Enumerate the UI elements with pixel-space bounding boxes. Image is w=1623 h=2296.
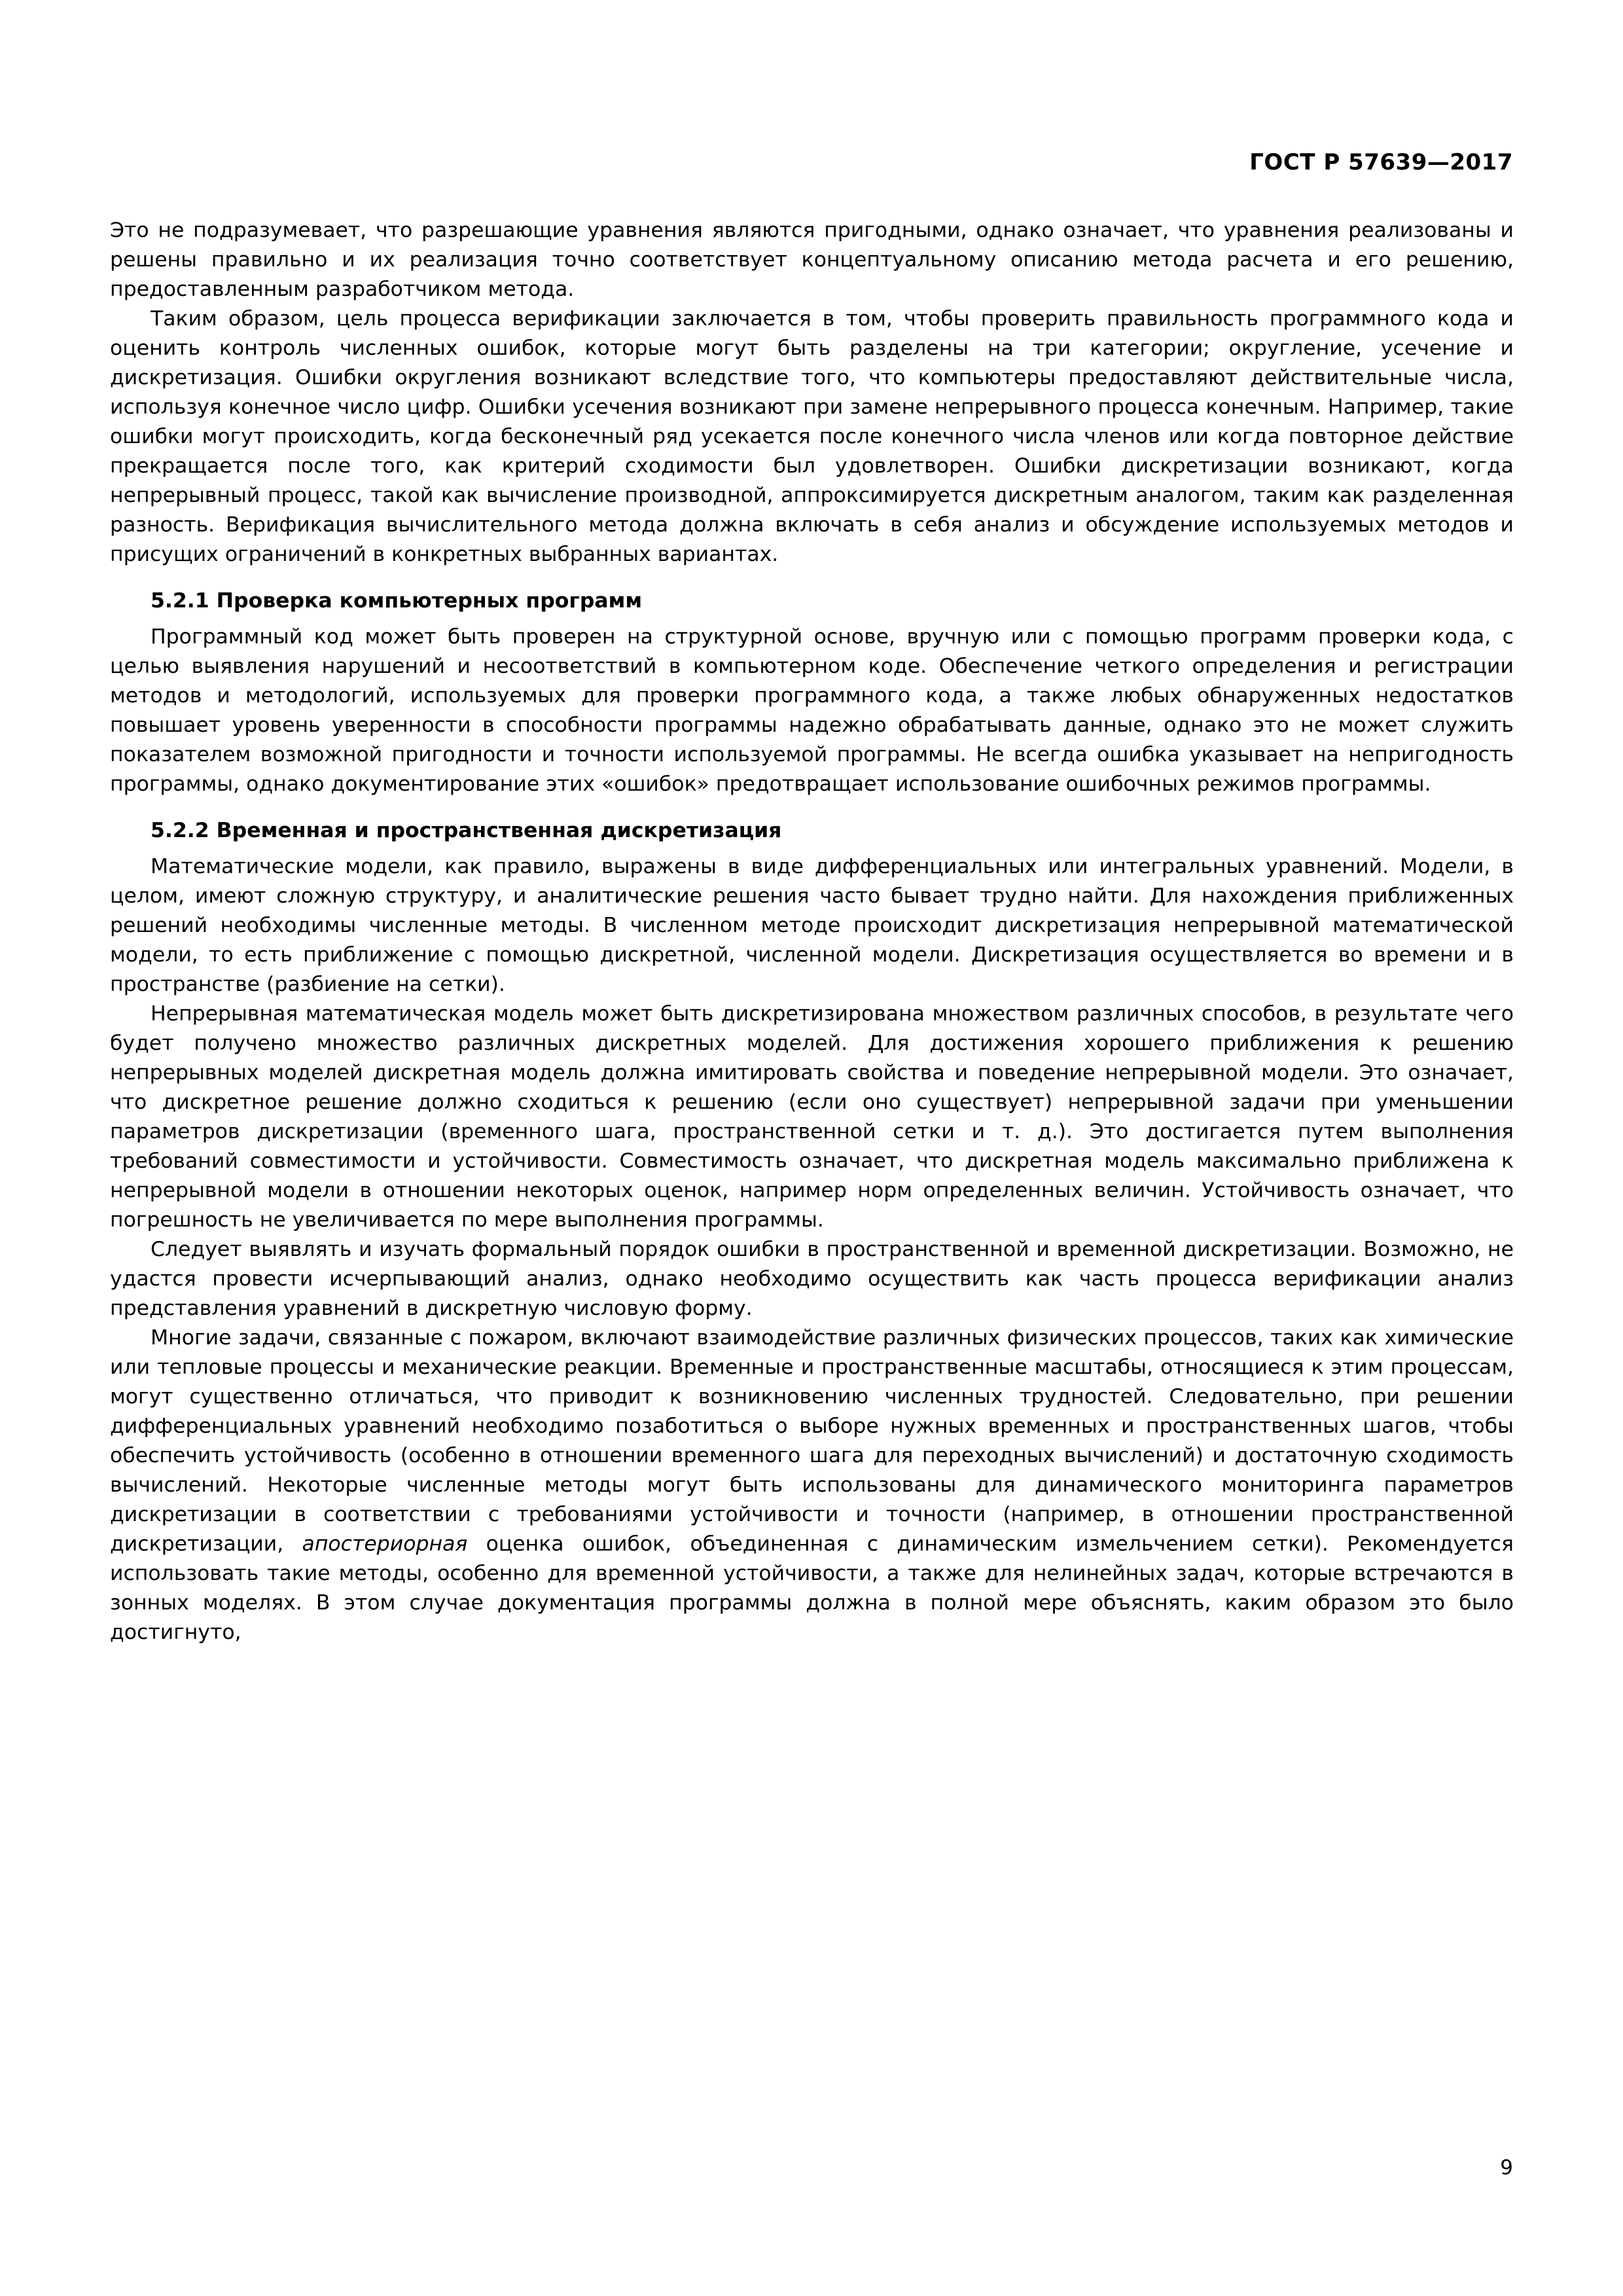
section-heading-5-2-1: 5.2.1 Проверка компьютерных программ: [151, 589, 643, 613]
paragraph-text-part-2: оценка ошибок, объединенная с динамическим измельчением сетки). Рекомендуется использовать такие методы, особенно для временной устойчивости, а также для нелинейных задач, которые встречаются в зонных моделях. В этом случае документация программы должна в полной мере объяснять, каким образом это было достигнуто,: [110, 1532, 1514, 1644]
paragraph: Следует выявлять и изучать формальный порядок ошибки в пространственной и временной дискретизации. Возможно, не удастся провести исчерпывающий анализ, однако необходимо осуществить как часть процесса верификации анализ представления уравнений в дискретную числовую форму.: [110, 1238, 1514, 1320]
paragraph: Программный код может быть проверен на структурной основе, вручную или с помощью программ проверки кода, с целью выявления нарушений и несоответствий в компьютерном коде. Обеспечение четкого определения и регистрации методов и методологий, используемых для проверки программного кода, а также любых обнаруженных недостатков повышает уровень уверенности в способности программы надежно обрабатывать данные, однако это не может служить показателем возможной пригодности и точности используемой программы. Не всегда ошибка указывает на непригодность программы, однако документирование этих «ошибок» предотвращает использование ошибочных режимов программы.: [110, 625, 1514, 796]
page-content: [110, 216, 1514, 1647]
paragraph: Математические модели, как правило, выражены в виде дифференциальных или интегральных уравнений. Модели, в целом, имеют сложную структуру, и аналитические решения часто бывает трудно найти. Для нахождения приближенных решений необходимы численные методы. В численном методе происходит дискретизация непрерывной математической модели, то есть приближение с помощью дискретной, численной модели. Дискретизация осуществляется во времени и в пространстве (разбиение на сетки).: [110, 855, 1514, 996]
emphasized-term: апостериорная: [302, 1532, 468, 1556]
paragraph-text-part-1: Многие задачи, связанные с пожаром, включают взаимодействие различных физических процессов, таких как химические или тепловые процессы и механические реакции. Временные и пространственные масштабы, относящиеся к этим процессам, могут существенно отличаться, что приводит к возникновению численных трудностей. Следовательно, при решении дифференциальных уравнений необходимо позаботиться о выборе нужных временных и пространственных шагов, чтобы обеспечить устойчивость (особенно в отношении временного шага для переходных вычислений) и достаточную сходимость вычислений. Некоторые численные методы могут быть использованы для динамического мониторинга параметров дискретизации в соответствии с требованиями устойчивости и точности (например, в отношении пространственной дискретизации,: [110, 1326, 1514, 1556]
page-header-standard-id: ГОСТ Р 57639—2017: [1249, 149, 1513, 175]
paragraph: Таким образом, цель процесса верификации заключается в том, чтобы проверить правильность программного кода и оценить контроль численных ошибок, которые могут быть разделены на три категории; округление, усечение и дискретизация. Ошибки округления возникают вследствие того, что компьютеры предоставляют действительные числа, используя конечное число цифр. Ошибки усечения возникают при замене непрерывного процесса конечным. Например, такие ошибки могут происходить, когда бесконечный ряд усекается после конечного числа членов или когда повторное действие прекращается после того, как критерий сходимости был удовлетворен. Ошибки дискретизации возникают, когда непрерывный процесс, такой как вычисление производной, аппроксимируется дискретным аналогом, таким как разделенная разность. Верификация вычислительного метода должна включать в себя анализ и обсуждение используемых методов и присущих ограничений в конкретных выбранных вариантах.: [110, 307, 1514, 566]
paragraph: Это не подразумевает, что разрешающие уравнения являются пригодными, однако означает, что уравнения реализованы и решены правильно и их реализация точно соответствует концептуальному описанию метода расчета и его решению, предоставленным разработчиком метода.: [110, 219, 1514, 301]
paragraph-with-emphasis: [110, 1323, 1514, 1647]
page-number: 9: [1500, 2156, 1513, 2179]
paragraph: Непрерывная математическая модель может быть дискретизирована множеством различных способов, в результате чего будет получено множество различных дискретных моделей. Для достижения хорошего приближения к решению непрерывных моделей дискретная модель должна имитировать свойства и поведение непрерывной модели. Это означает, что дискретное решение должно сходиться к решению (если оно существует) непрерывной задачи при уменьшении параметров дискретизации (временного шага, пространственной сетки и т. д.). Это достигается путем выполнения требований совместимости и устойчивости. Совместимость означает, что дискретная модель максимально приближена к непрерывной модели в отношении некоторых оценок, например норм определенных величин. Устойчивость означает, что погрешность не увеличивается по мере выполнения программы.: [110, 1002, 1514, 1232]
section-heading-5-2-2: 5.2.2 Временная и пространственная дискретизация: [151, 819, 782, 842]
